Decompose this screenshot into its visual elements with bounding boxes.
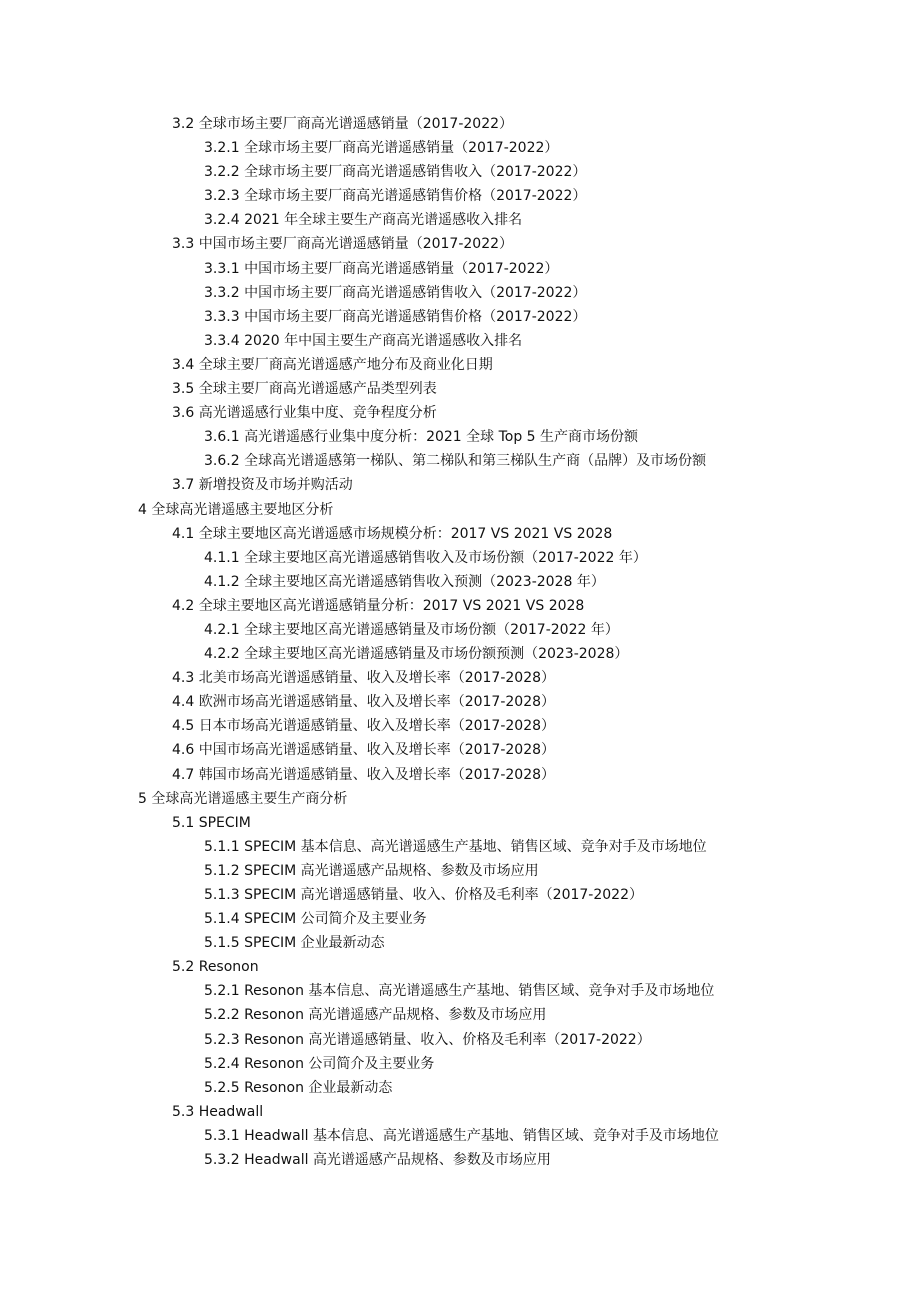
toc-entry-level-3: 3.6.2 全球高光谱遥感第一梯队、第二梯队和第三梯队生产商（品牌）及市场份额 [204,453,707,470]
toc-entry-level-3: 3.2.1 全球市场主要厂商高光谱遥感销量（2017-2022） [204,140,559,157]
toc-entry-level-3: 3.2.3 全球市场主要厂商高光谱遥感销售价格（2017-2022） [204,188,587,205]
toc-entry-level-2: 3.7 新增投资及市场并购活动 [172,477,353,494]
toc-entry-level-2: 4.3 北美市场高光谱遥感销量、收入及增长率（2017-2028） [172,670,556,687]
toc-entry-level-2: 3.5 全球主要厂商高光谱遥感产品类型列表 [172,381,437,398]
toc-entry-level-3: 5.1.2 SPECIM 高光谱遥感产品规格、参数及市场应用 [204,862,539,879]
toc-entry-level-2: 4.2 全球主要地区高光谱遥感销量分析：2017 VS 2021 VS 2028 [172,597,585,614]
toc-entry-level-2: 4.4 欧洲市场高光谱遥感销量、收入及增长率（2017-2028） [172,694,556,711]
toc-entry-level-2: 3.6 高光谱遥感行业集中度、竞争程度分析 [172,405,437,422]
toc-entry-level-3: 4.1.1 全球主要地区高光谱遥感销售收入及市场份额（2017-2022 年） [204,549,647,566]
toc-entry-level-3: 3.3.3 中国市场主要厂商高光谱遥感销售价格（2017-2022） [204,308,587,325]
toc-entry-level-3: 5.2.2 Resonon 高光谱遥感产品规格、参数及市场应用 [204,1007,547,1024]
toc-entry-level-2: 4.6 中国市场高光谱遥感销量、收入及增长率（2017-2028） [172,742,556,759]
toc-entry-level-1: 5 全球高光谱遥感主要生产商分析 [138,790,348,807]
toc-entry-level-2: 5.1 SPECIM [172,814,251,831]
toc-entry-level-3: 5.1.3 SPECIM 高光谱遥感销量、收入、价格及毛利率（2017-2022） [204,887,643,903]
toc-entry-level-2: 3.4 全球主要厂商高光谱遥感产地分布及商业化日期 [172,356,493,373]
toc-entry-level-2: 5.2 Resonon [172,959,259,976]
toc-entry-level-1: 4 全球高光谱遥感主要地区分析 [138,501,334,518]
toc-entry-level-3: 3.3.4 2020 年中国主要生产商高光谱遥感收入排名 [204,332,523,349]
toc-entry-level-2: 3.2 全球市场主要厂商高光谱遥感销量（2017-2022） [172,116,514,132]
toc-entry-level-2: 3.3 中国市场主要厂商高光谱遥感销量（2017-2022） [172,236,514,253]
toc-entry-level-3: 3.3.1 中国市场主要厂商高光谱遥感销量（2017-2022） [204,260,559,277]
toc-entry-level-2: 4.7 韩国市场高光谱遥感销量、收入及增长率（2017-2028） [172,766,556,783]
toc-entry-level-3: 5.3.2 Headwall 高光谱遥感产品规格、参数及市场应用 [204,1152,551,1169]
toc-entry-level-3: 5.1.1 SPECIM 基本信息、高光谱遥感生产基地、销售区域、竞争对手及市场地位 [204,838,707,855]
toc-entry-level-3: 4.1.2 全球主要地区高光谱遥感销售收入预测（2023-2028 年） [204,573,605,590]
toc-entry-level-3: 5.2.1 Resonon 基本信息、高光谱遥感生产基地、销售区域、竞争对手及市场地位 [204,983,715,1000]
toc-entry-level-3: 3.6.1 高光谱遥感行业集中度分析：2021 全球 Top 5 生产商市场份额 [204,429,639,446]
toc-entry-level-2: 5.3 Headwall [172,1103,264,1120]
toc-entry-level-3: 5.2.3 Resonon 高光谱遥感销量、收入、价格及毛利率（2017-2022） [204,1031,651,1048]
toc-entry-level-3: 5.2.4 Resonon 公司简介及主要业务 [204,1055,435,1072]
toc-entry-level-3: 5.1.4 SPECIM 公司简介及主要业务 [204,911,427,928]
table-of-contents [0,112,920,1172]
toc-entry-level-2: 4.1 全球主要地区高光谱遥感市场规模分析：2017 VS 2021 VS 2028 [172,525,613,542]
toc-entry-level-3: 5.1.5 SPECIM 企业最新动态 [204,935,385,952]
toc-entry-level-3: 4.2.2 全球主要地区高光谱遥感销量及市场份额预测（2023-2028） [204,646,629,663]
toc-entry-level-3: 3.2.2 全球市场主要厂商高光谱遥感销售收入（2017-2022） [204,164,587,181]
toc-entry-level-3: 4.2.1 全球主要地区高光谱遥感销量及市场份额（2017-2022 年） [204,621,619,638]
toc-entry-level-3: 5.3.1 Headwall 基本信息、高光谱遥感生产基地、销售区域、竞争对手及市场地位 [204,1127,719,1144]
toc-entry-level-3: 5.2.5 Resonon 企业最新动态 [204,1079,393,1096]
toc-entry-level-3: 3.3.2 中国市场主要厂商高光谱遥感销售收入（2017-2022） [204,284,587,301]
toc-entry-level-3: 3.2.4 2021 年全球主要生产商高光谱遥感收入排名 [204,212,523,229]
toc-entry-level-2: 4.5 日本市场高光谱遥感销量、收入及增长率（2017-2028） [172,718,556,735]
